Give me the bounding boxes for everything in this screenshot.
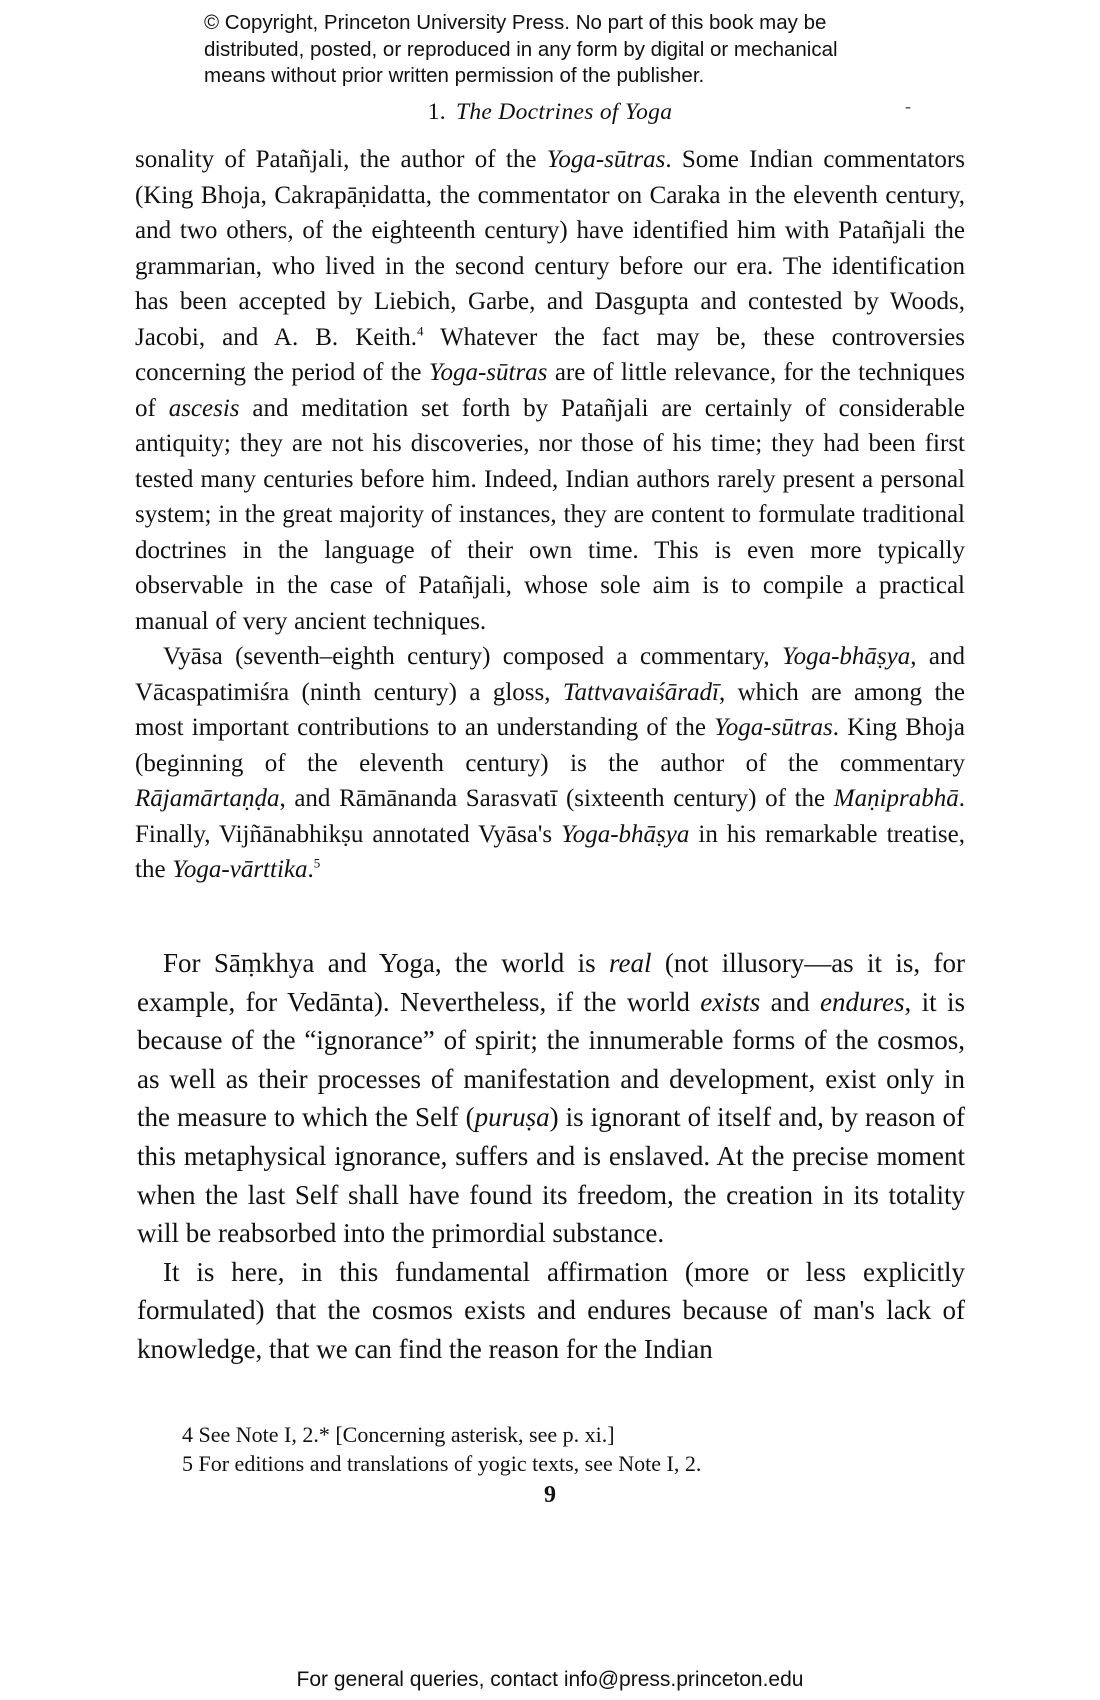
italic-term: exists [700,986,761,1017]
footnote-4: 4 See Note I, 2.* [Concerning asterisk, see p. xi.] [182,1422,615,1447]
copyright-line-3: means without prior written permission of the publisher. [204,64,705,87]
italic-term: Rājamārtaṇḍa [135,785,280,812]
text-span: , it is because of the “ignorance” of spirit; the innumerable forms of the cosmos, as well as their processes of manifestation and development, exist only in the measure to which the Self ( [137,986,966,1133]
italic-term: Yoga-sūtras [546,146,666,173]
paragraph-2 [135,639,965,888]
main-text-block [135,142,965,888]
running-head [0,99,1100,126]
text-span: . King Bhoja (beginning of the eleventh century) is the author of the commentary [135,714,965,777]
text-span: , and Rāmānanda Sarasvatī (sixteenth century) of the [279,785,834,812]
text-span: For Sāṃkhya and Yoga, the world is [163,948,609,978]
text-span: , which are among the most important contributions to an understanding of the [135,678,966,741]
text-span: , and Vācaspatimiśra (ninth century) a gloss, [135,643,965,706]
italic-term: Yoga-bhāṣya [782,643,911,670]
footer-contact: For general queries, contact info@press.princeton.edu [296,1668,804,1691]
text-span: Vyāsa (seventh–eighth century) composed a commentary, [163,643,782,670]
chapter-number: 1. [427,99,446,125]
text-span: . [307,856,314,883]
copyright-line-2: distributed, posted, or reproduced in any form by digital or mechanical [204,37,838,61]
chapter-title: The Doctrines of Yoga [455,99,673,125]
footnotes [182,1420,942,1478]
italic-term: Yoga-vārttika [172,856,308,883]
italic-term: real [608,948,652,978]
text-span: in his remarkable treatise, the [135,820,965,883]
text-span: (not illusory—as it is, for example, for Vedānta). Nevertheless, if the world [137,948,965,1017]
italic-term: Maṇiprabhā [833,785,959,812]
italic-term: Tattvavaiśāradī [562,678,719,706]
footnote-5: 5 For editions and translations of yogic texts, see Note I, 2. [182,1451,702,1476]
italic-term: endures [820,986,905,1017]
text-span: and [760,986,820,1017]
italic-term: Yoga-sūtras [714,714,833,741]
footnote-ref-5[interactable]: 5 [313,855,321,871]
text-span: Whatever the fact may be, these controversies concerning the period of the [135,323,965,386]
italic-term: puruṣa [474,1102,550,1133]
footnote-ref-4[interactable]: 4 [417,323,424,339]
text-span: . Finally, Vijñānabhikṣu annotated Vyāsa's [135,785,965,848]
italic-term: Yoga-bhāṣya [561,820,690,848]
second-text-block [137,944,965,1369]
italic-term: Yoga-sūtras [428,359,548,386]
text-span: ) is ignorant of itself and, by reason of this metaphysical ignorance, suffers and is enslaved. At the precise moment when the last Self shall have found its freedom, the creation in its totality will be reabsorbed into the primordial substance. [137,1102,965,1249]
paragraph-3 [137,944,965,1253]
margin-mark: - [905,96,911,116]
copyright-notice [204,10,904,90]
paragraph-1 [135,142,965,639]
page-number: 9 [544,1482,556,1508]
copyright-line-1: © Copyright, Princeton University Press. No part of this book may be [204,11,827,34]
text-span: sonality of Patañjali, the author of the [135,146,547,173]
text-span: . Some Indian commentators (King Bhoja, Cakrapāṇidatta, the commentator on Caraka in the eleventh century, and two others, of the eighteenth century) have identified him with Patañjali the grammarian, who lived in the second century before our era. The identification has been accepted by Liebich, Garbe, and Dasgupta and contested by Woods, Jacobi, and A. B. Keith. [135,146,965,351]
text-span: are of little relevance, for the techniques of [135,359,965,422]
italic-term: ascesis [168,394,240,422]
paragraph-4: It is here, in this fundamental affirmation (more or less explicitly formulated) that the cosmos exists and endures because of man's lack of knowledge, that we can find the reason for the Indian [137,1256,965,1364]
text-span: and meditation set forth by Patañjali are certainly of considerable antiquity; they are not his discoveries, nor those of his time; they had been first tested many centuries before him. Indeed, Indian authors rarely present a personal system; in the great majority of instances, they are content to formulate traditional doctrines in the language of their own time. This is even more typically observable in the case of Patañjali, whose sole aim is to compile a practical manual of very ancient techniques. [135,394,965,635]
